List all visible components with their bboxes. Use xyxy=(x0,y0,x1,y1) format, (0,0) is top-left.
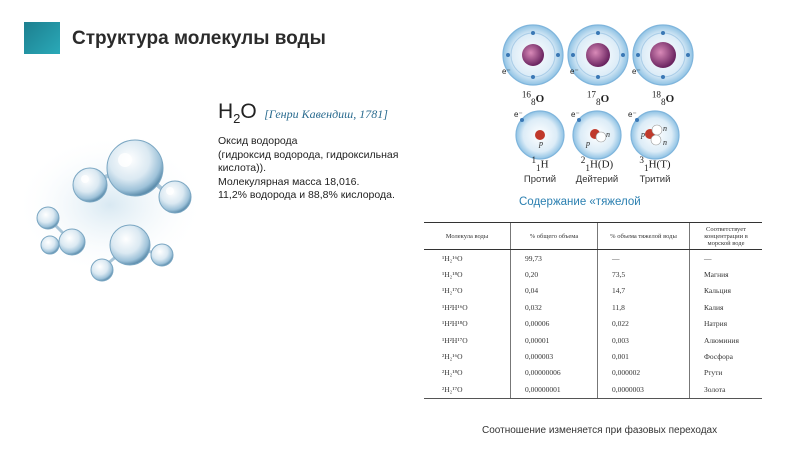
table-cell: 11,8 xyxy=(598,299,690,315)
table-cell: ¹H²H¹⁷O xyxy=(442,335,468,345)
table-cell: Алюминия xyxy=(690,332,763,348)
nucleus-particle-label: p xyxy=(586,139,590,148)
nucleus-particle-label: n xyxy=(663,138,667,147)
isotope-diagram xyxy=(500,20,700,190)
table-cell: 0,000002 xyxy=(598,365,690,381)
protium-atom xyxy=(516,111,564,159)
table-cell: Калия xyxy=(690,299,763,315)
table-cell: Золота xyxy=(690,381,763,398)
heavy-water-heading: Содержание «тяжелой xyxy=(519,196,641,208)
table-cell: 0,032 xyxy=(511,299,598,315)
electron-label: e⁻ xyxy=(514,110,523,119)
desc-line: 11,2% водорода и 88,8% кислорода. xyxy=(218,189,395,201)
table-cell: 0,00000006 xyxy=(511,365,598,381)
table-body xyxy=(424,250,762,399)
table-row xyxy=(424,381,762,398)
table-row xyxy=(424,365,762,381)
table-cell: — xyxy=(598,250,690,267)
table-cell: ¹H₂¹⁶O xyxy=(442,253,463,263)
isotope-table xyxy=(424,222,762,414)
table-cell: ²H₂¹⁸O xyxy=(442,368,463,378)
electron-label: e⁻ xyxy=(502,67,511,76)
deuterium-atom xyxy=(573,111,621,159)
tritium-label: $^3_1$H(T) Тритий xyxy=(639,155,671,185)
oxygen-16-atom xyxy=(503,25,563,85)
table-cell: Фосфора xyxy=(690,348,763,364)
table-cell: 73,5 xyxy=(598,266,690,282)
water-molecule-illustration xyxy=(20,130,210,290)
nucleus-particle-label: p xyxy=(539,139,543,148)
table-cell: Ртути xyxy=(690,365,763,381)
nucleus-particle-label: n xyxy=(663,124,667,133)
table-cell: 0,0000003 xyxy=(598,381,690,398)
electron-label: e⁻ xyxy=(628,110,637,119)
electron-label: e⁻ xyxy=(632,67,641,76)
tritium-atom xyxy=(631,111,679,159)
title-accent-bar xyxy=(24,22,60,54)
electron-label: e⁻ xyxy=(571,110,580,119)
isotope-label-o18: $^{18}_8$O xyxy=(651,89,675,107)
table-row xyxy=(424,250,762,267)
table-cell: ¹H²H¹⁶O xyxy=(442,302,468,312)
table-cell: ¹H²H¹⁸O xyxy=(442,319,468,329)
table-cell: 0,003 xyxy=(598,332,690,348)
table-cell: 99,73 xyxy=(511,250,598,267)
table-cell: Магния xyxy=(690,266,763,282)
table-cell: — xyxy=(690,250,763,267)
table-row xyxy=(424,348,762,364)
table-cell: Кальция xyxy=(690,283,763,299)
table-cell: 0,022 xyxy=(598,316,690,332)
table-cell: 0,000003 xyxy=(511,348,598,364)
water-formula: $H_2O$ xyxy=(218,100,257,127)
electron-label: e⁻ xyxy=(570,67,579,76)
table-cell: ²H₂¹⁷O xyxy=(424,381,511,398)
table-cell: ²H₂¹⁶O xyxy=(442,352,463,362)
table-cell: 0,04 xyxy=(511,283,598,299)
table-cell: 0,00001 xyxy=(511,332,598,348)
table-cell: 0,00006 xyxy=(511,316,598,332)
table-cell: 0,20 xyxy=(511,266,598,282)
oxygen-18-atom xyxy=(633,25,693,85)
nucleus-particle-label: p xyxy=(641,130,645,139)
desc-line: Оксид водорода xyxy=(218,135,298,147)
table-cell: Натрия xyxy=(690,316,763,332)
table-row xyxy=(424,316,762,332)
column-header: % общего объема xyxy=(511,223,598,250)
column-header: % объема тяжелой воды xyxy=(598,223,690,250)
table-header-row xyxy=(424,223,762,250)
table-row xyxy=(424,283,762,299)
table-cell: 0,00000001 xyxy=(511,381,598,398)
table-cell: ¹H₂¹⁸O xyxy=(442,270,463,280)
table-cell: ¹H₂¹⁷O xyxy=(442,286,463,296)
footnote: Соотношение изменяется при фазовых переходах xyxy=(482,425,718,436)
column-header: Соответствует концентрации в морской воде xyxy=(690,223,763,250)
table-cell: 0,001 xyxy=(598,348,690,364)
table-row xyxy=(424,299,762,315)
description-text xyxy=(218,135,418,203)
table-row xyxy=(424,266,762,282)
table-row xyxy=(424,332,762,348)
formula-attribution: [Генри Кавендиш, 1781] xyxy=(264,107,388,121)
desc-line: Молекулярная масса 18,016. xyxy=(218,175,360,188)
desc-line: (гидроксид водорода, гидроксильная кислота)). xyxy=(218,148,399,174)
page-title: Структура молекулы воды xyxy=(72,28,326,49)
protium-label: $^1_1$H Протий xyxy=(523,155,557,185)
isotope-label-o16: $^{16}_8$O xyxy=(521,89,545,107)
formula-heading xyxy=(218,100,388,126)
isotope-label-o17: $^{17}_8$O xyxy=(586,89,610,107)
table-cell: 14,7 xyxy=(598,283,690,299)
oxygen-17-atom xyxy=(568,25,628,85)
column-header: Молекула воды xyxy=(424,223,511,250)
nucleus-particle-label: n xyxy=(606,130,610,139)
deuterium-label: $^2_1$H(D) Дейтерий xyxy=(575,155,619,185)
